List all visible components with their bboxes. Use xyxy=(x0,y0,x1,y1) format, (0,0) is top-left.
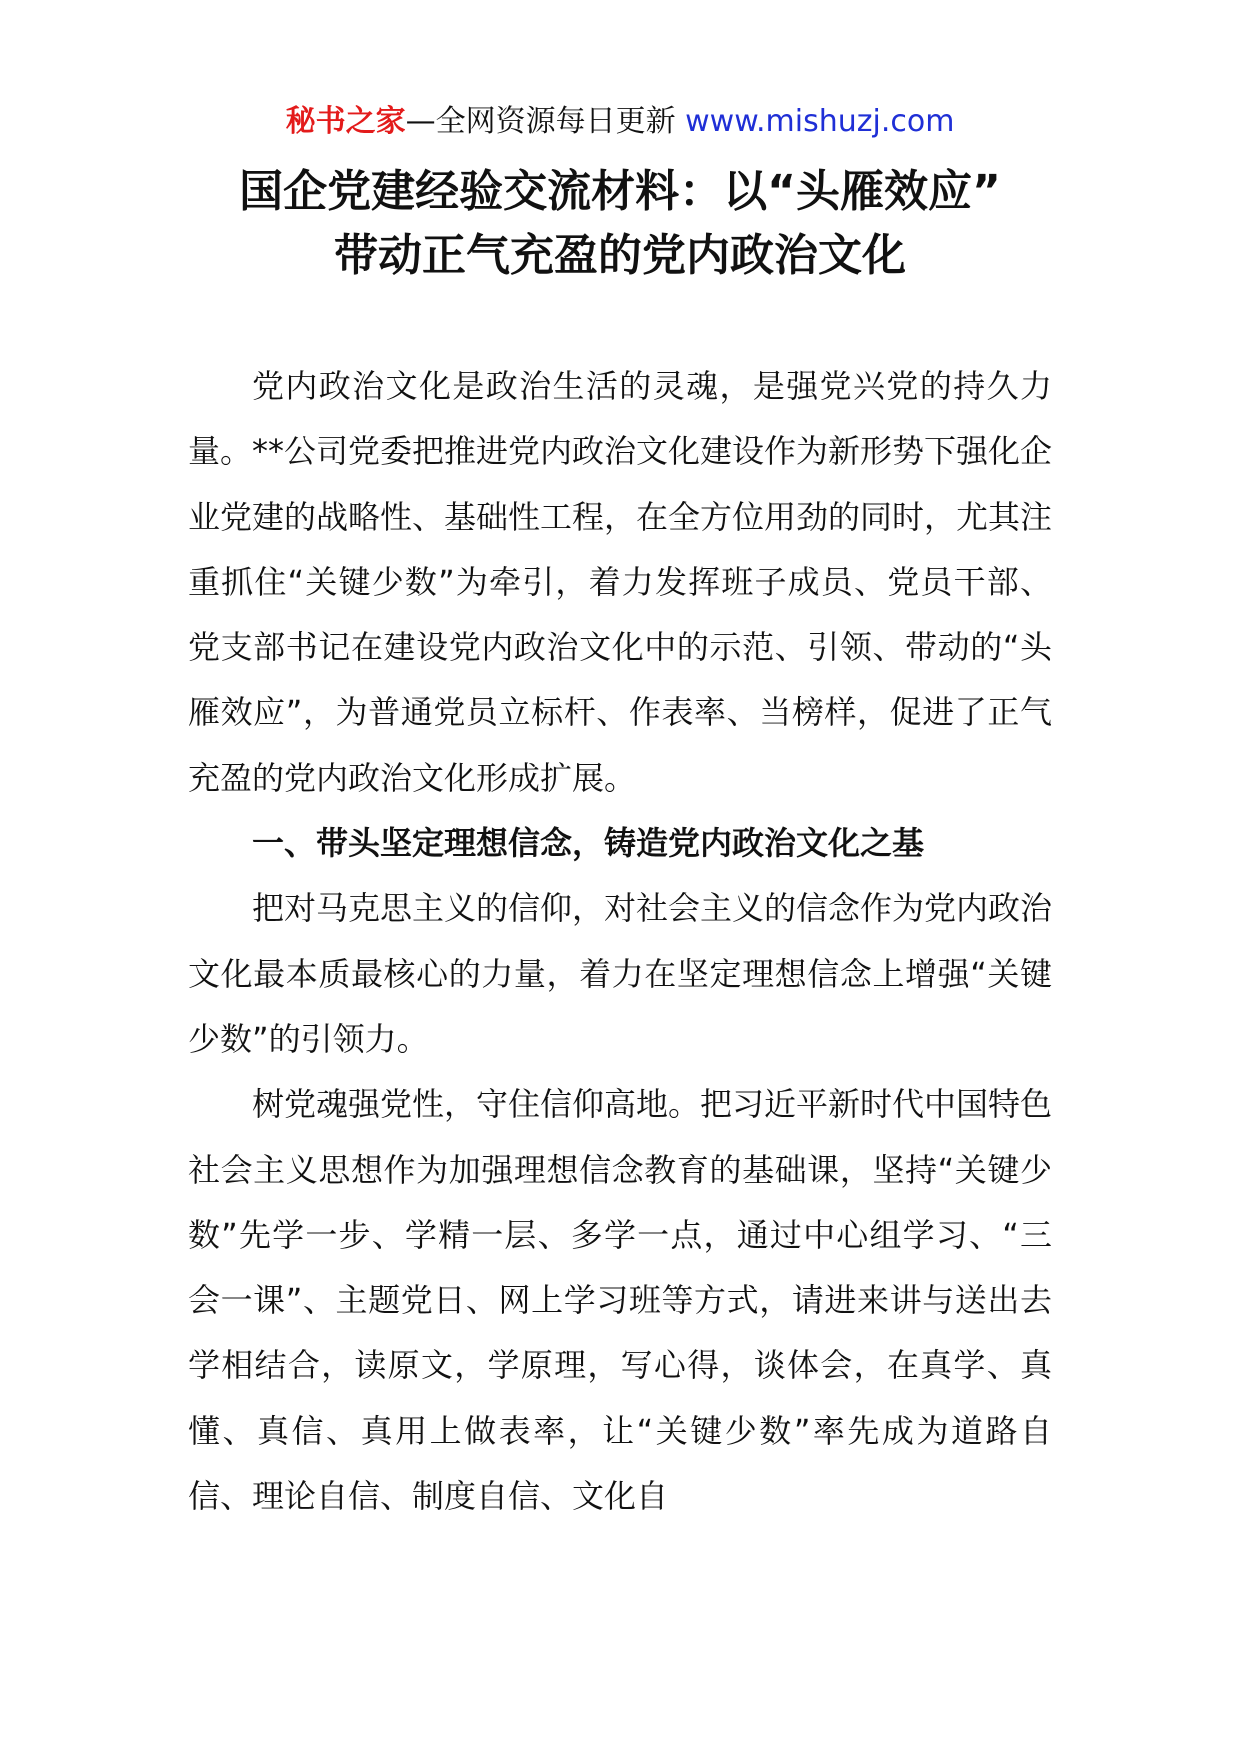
title-line-1: 国企党建经验交流材料：以“头雁效应” xyxy=(239,166,1001,217)
banner-tagline: —全网资源每日更新 xyxy=(405,104,676,139)
brand-name: 秘书之家 xyxy=(285,104,406,139)
site-url-link[interactable]: www.mishuzj.com xyxy=(685,104,955,139)
title-line-2: 带动正气充盈的党内政治文化 xyxy=(334,230,906,281)
document-body xyxy=(188,354,1052,1529)
site-banner xyxy=(0,100,1240,144)
section-heading-1: 一、带头坚定理想信念，铸造党内政治文化之基 xyxy=(252,824,925,863)
intro-paragraph: 党内政治文化是政治生活的灵魂，是强党兴党的持久力量。**公司党委把推进党内政治文化建设作为新形势下强化企业党建的战略性、基础性工程，在全方位用劲的同时，尤其注重抓住“关键少数”为牵引，着力发挥班子成员、党员干部、党支部书记在建设党内政治文化中的示范、引领、带动的“头雁效应”，为普通党员立标杆、作表率、当榜样，促进了正气充盈的党内政治文化形成扩展。 xyxy=(188,367,1053,797)
section-1-paragraph-1: 把对马克思主义的信仰，对社会主义的信念作为党内政治文化最本质最核心的力量，着力在坚定理想信念上增强“关键少数”的引领力。 xyxy=(188,889,1053,1058)
section-1-paragraph-2: 树党魂强党性，守住信仰高地。把习近平新时代中国特色社会主义思想作为加强理想信念教育的基础课，坚持“关键少数”先学一步、学精一层、多学一点，通过中心组学习、“三会一课”、主题党日、网上学习班等方式，请进来讲与送出去学相结合，读原文，学原理，写心得，谈体会，在真学、真懂、真信、真用上做表率，让“关键少数”率先成为道路自信、理论自信、制度自信、文化自 xyxy=(188,1085,1053,1516)
document-title xyxy=(100,160,1140,288)
